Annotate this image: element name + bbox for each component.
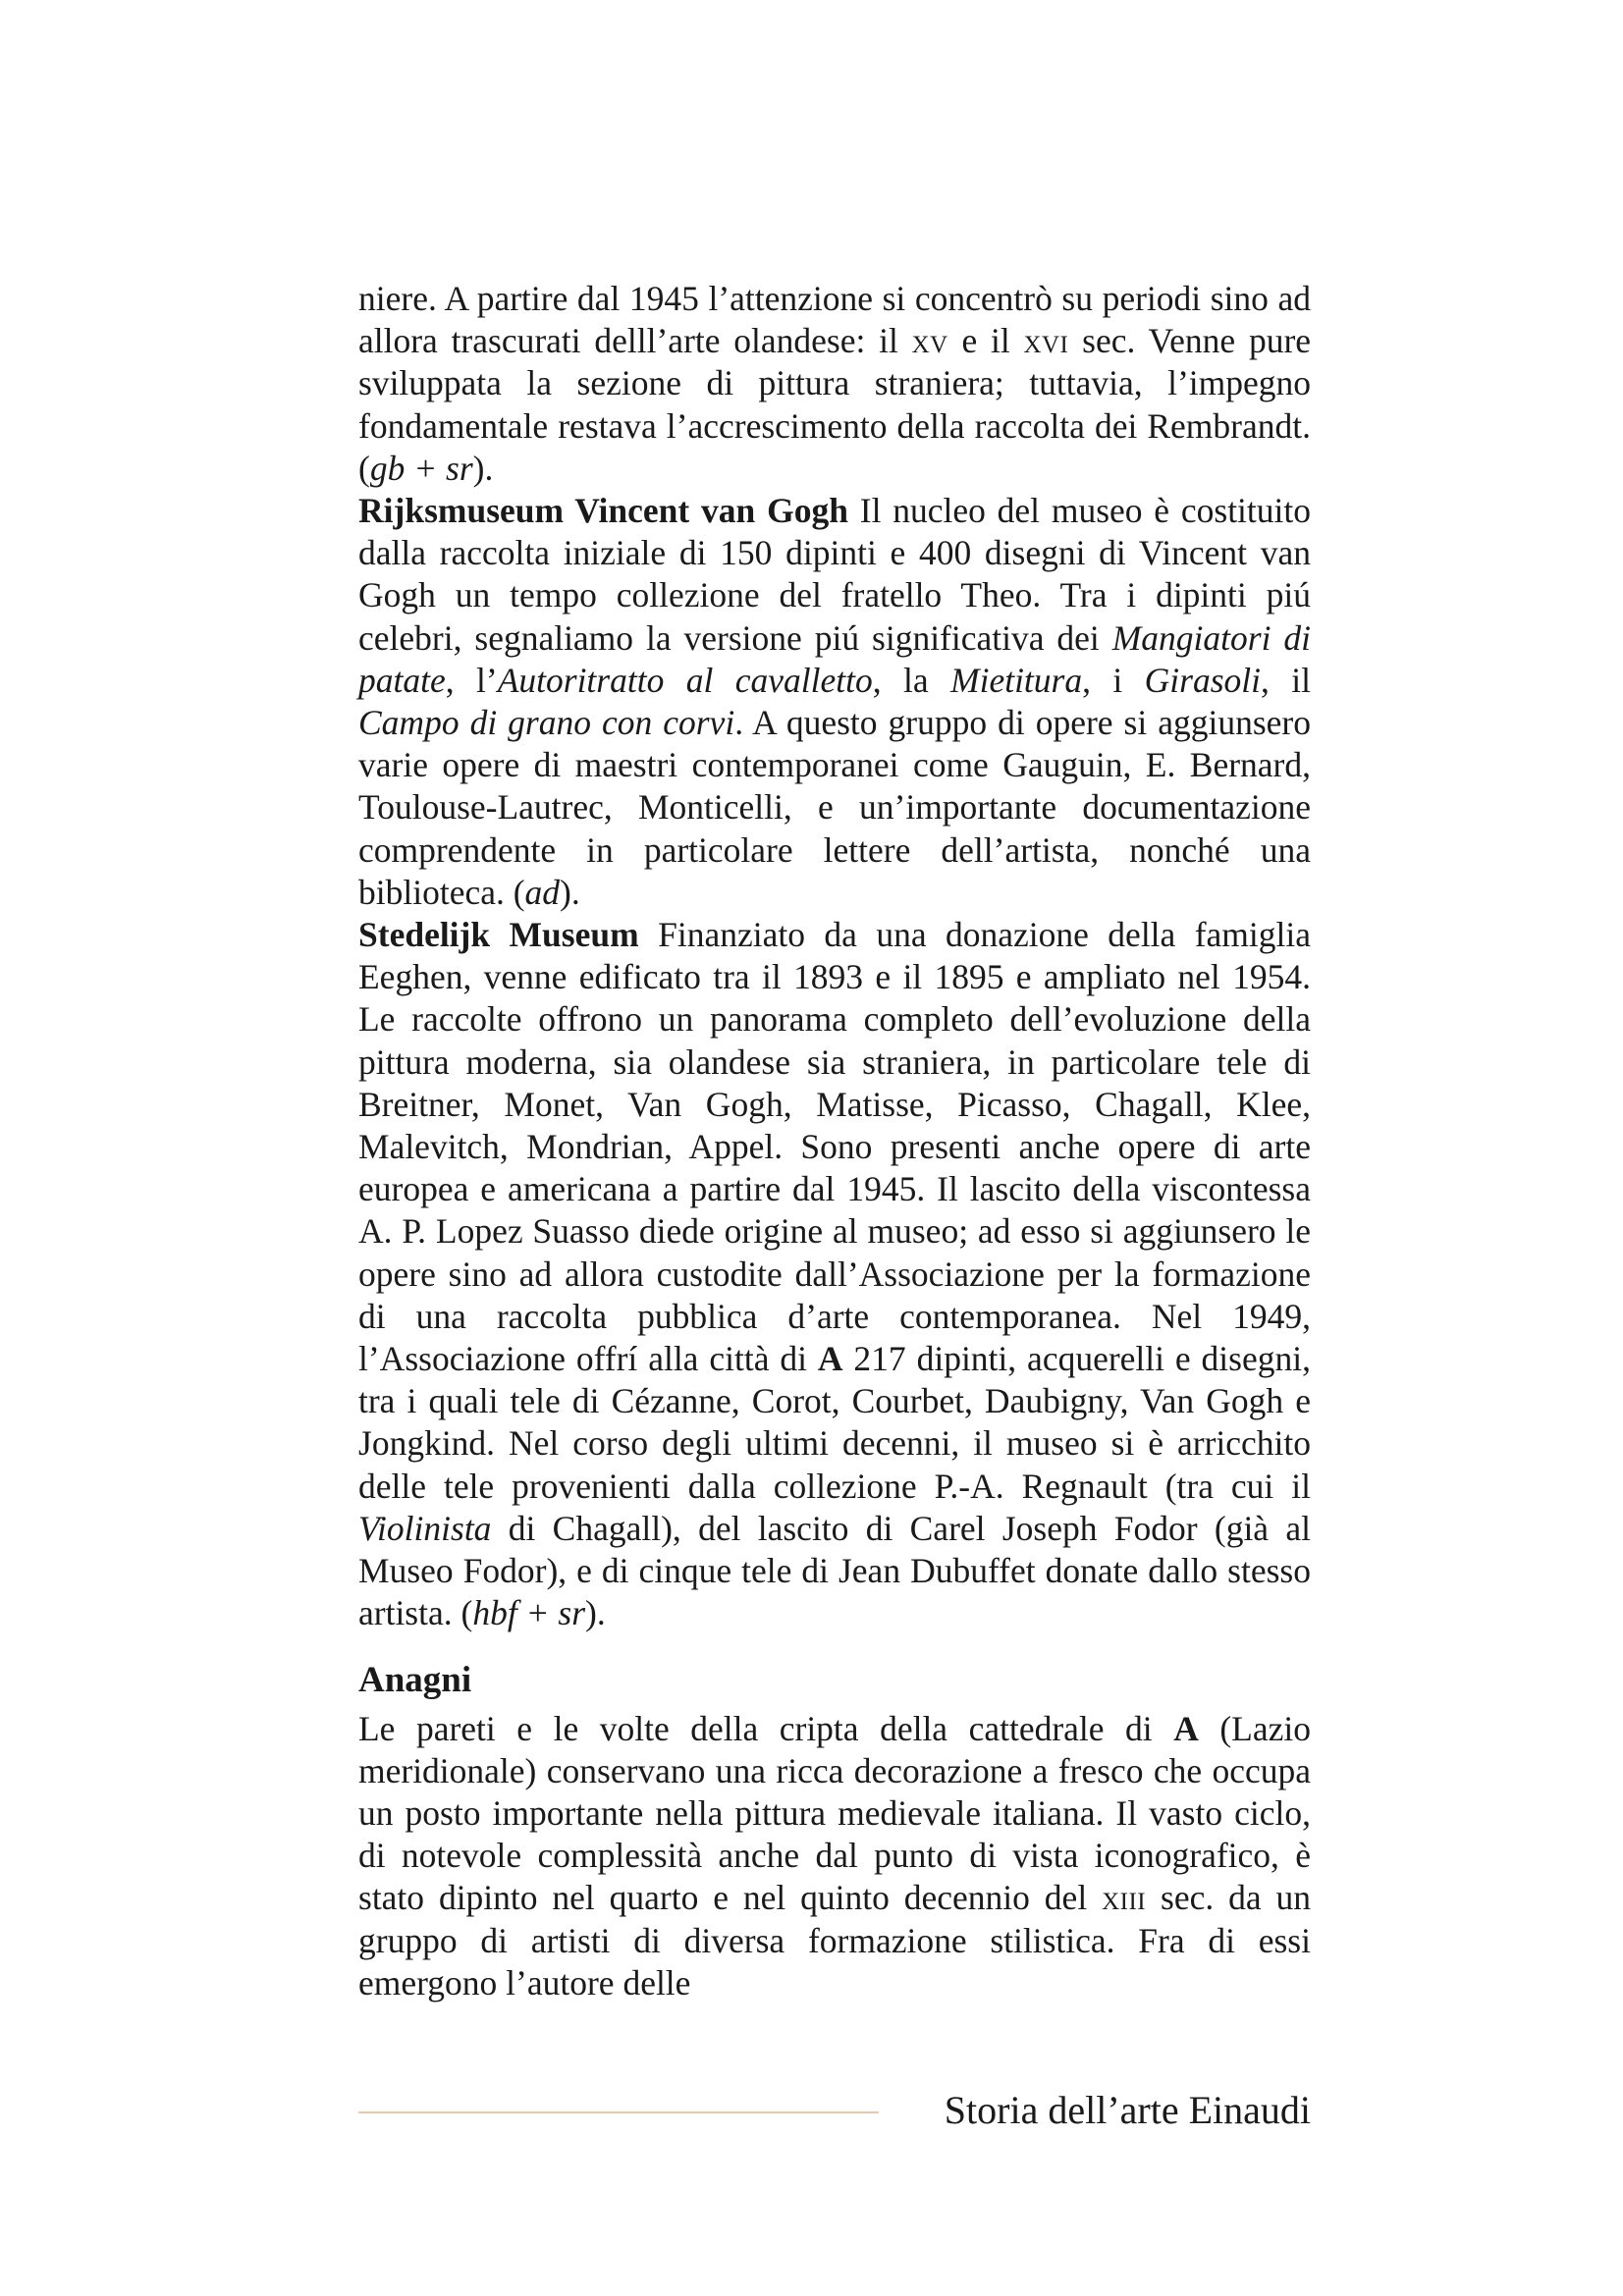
paragraph-van-gogh: Rijksmuseum Vincent van Gogh Il nucleo del museo è costituito dalla raccolta iniziale di 150 dipinti e 400 disegni di Vincent van Gogh un tempo collezione del fratello Theo. Tra i dipinti piú celebri, segnaliamo la versione piú significativa dei Mangiatori di patate, l’Autoritratto al cavalletto, la Mietitura, i Girasoli, il Campo di grano con corvi. A questo gruppo di opere si aggiunsero varie opere di maestri contemporanei come Gauguin, E. Bernard, Toulouse-Lautrec, Monticelli, e un’importante documentazione comprendente in particolare lettere dell’artista, nonché una biblioteca. (ad). xyxy=(358,491,1312,912)
artwork-title: Autoritratto al cavalletto xyxy=(497,660,873,700)
footer-rule xyxy=(358,2111,879,2113)
entry-title: Rijksmuseum Vincent van Gogh xyxy=(358,491,848,531)
artwork-title: Violinista xyxy=(358,1508,492,1548)
city-abbrev: A xyxy=(1173,1708,1199,1748)
section-heading-anagni: Anagni xyxy=(358,1659,472,1700)
paragraph-rijksmuseum-end: niere. A partire dal 1945 l’attenzione si concentrò su periodi sino ad allora trascurati delll’arte olandese: il xv e il xvi sec. Venne pure sviluppata la sezione di pittura straniera; tuttavia, l’impegno fondamentale restava l’accrescimento della raccolta dei Rembrandt. (gb + sr). xyxy=(358,279,1312,488)
footer-title: Storia dell’arte Einaudi xyxy=(944,2088,1311,2132)
roman-numeral: xvi xyxy=(1023,321,1069,361)
roman-numeral: xv xyxy=(911,321,948,361)
author-initials: hbf + sr xyxy=(472,1593,586,1633)
city-abbrev: A xyxy=(817,1339,843,1379)
author-initials: gb + sr xyxy=(369,448,473,488)
paragraph-stedelijk: Stedelijk Museum Finanziato da una donazione della famiglia Eeghen, venne edificato tra il 1893 e il 1895 e ampliato nel 1954. Le raccolte offrono un panorama completo dell’evoluzione della pittura moderna, sia olandese sia straniera, in particolare tele di Breitner, Monet, Van Gogh, Matisse, Picasso, Chagall, Klee, Malevitch, Mondrian, Appel. Sono presenti anche opere di arte europea e americana a partire dal 1945. Il lascito della viscontessa A. P. Lopez Suasso diede origine al museo; ad esso si aggiunsero le opere sino ad allora custodite dall’Associazione per la formazione di una raccolta pubblica d’arte contemporanea. Nel 1949, l’Associazione offrí alla città di A 217 dipinti, acquerelli e disegni, tra i quali tele di Cézanne, Corot, Courbet, Daubigny, Van Gogh e Jongkind. Nel corso degli ultimi decenni, il museo si è arricchito delle tele provenienti dalla collezione P.-A. Regnault (tra cui il Violinista di Chagall), del lascito di Carel Joseph Fodor (già al Museo Fodor), e di cinque tele di Jean Dubuffet donate dallo stesso artista. (hbf + sr). xyxy=(358,915,1312,1633)
artwork-title: Girasoli xyxy=(1144,660,1262,700)
artwork-title: Mangiatori di patate xyxy=(358,617,1311,700)
paragraph-anagni: Le pareti e le volte della cripta della cattedrale di A (Lazio meridionale) conservano una ricca decorazione a fresco che occupa un posto importante nella pittura medievale italiana. Il vasto ciclo, di notevole complessità anche dal punto di vista iconografico, è stato dipinto nel quarto e nel quinto decennio del xiii sec. da un gruppo di artisti di diversa formazione stilistica. Fra di essi emergono l’autore delle xyxy=(358,1708,1311,2002)
page-body xyxy=(358,278,1311,2004)
artwork-title: Mietitura xyxy=(950,660,1083,700)
page-footer xyxy=(358,2083,1311,2138)
artwork-title: Campo di grano con corvi xyxy=(358,703,735,743)
entry-title: Stedelijk Museum xyxy=(358,915,639,955)
roman-numeral: xiii xyxy=(1102,1878,1147,1918)
author-initials: ad xyxy=(524,872,561,912)
